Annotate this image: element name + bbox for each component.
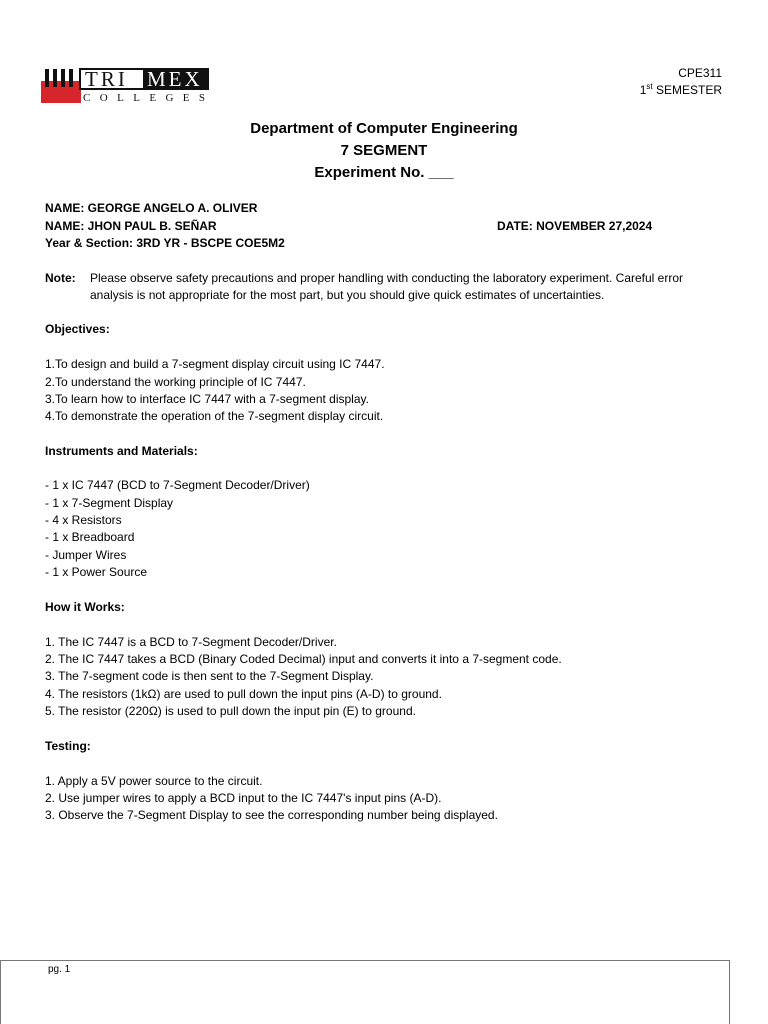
list-item: 3. The 7-segment code is then sent to the 7-Segment Display.	[45, 669, 374, 683]
logo-wordmark	[79, 68, 209, 90]
list-item: 2. Use jumper wires to apply a BCD input to the IC 7447's input pins (A-D).	[45, 791, 442, 805]
list-item: 2.To understand the working principle of IC 7447.	[45, 375, 306, 389]
student-name-2: NAME: JHON PAUL B. SEÑAR	[45, 219, 217, 233]
list-item: 1. The IC 7447 is a BCD to 7-Segment Decoder/Driver.	[45, 635, 337, 649]
logo-bar	[61, 69, 65, 87]
list-item: 3. Observe the 7-Segment Display to see the corresponding number being displayed.	[45, 808, 498, 822]
list-item: - Jumper Wires	[45, 548, 127, 562]
semester-number: 1	[639, 83, 647, 97]
footer-border-top	[0, 960, 730, 961]
how-heading: How it Works:	[45, 600, 125, 614]
note-line-2: analysis is not appropriate for the most part, but you should give quick estimates of uncertainties.	[90, 288, 605, 302]
logo-subtext: COLLEGES	[83, 92, 215, 104]
year-section: Year & Section: 3RD YR - BSCPE COE5M2	[45, 236, 285, 250]
course-code: CPE311	[678, 66, 722, 80]
semester	[640, 82, 722, 99]
logo-bar	[69, 69, 73, 87]
list-item: 1.To design and build a 7-segment display circuit using IC 7447.	[45, 357, 385, 371]
list-item: - 1 x Breadboard	[45, 530, 135, 544]
semester-text: SEMESTER	[652, 83, 722, 97]
list-item: - 1 x IC 7447 (BCD to 7-Segment Decoder/Driver)	[45, 478, 310, 492]
list-item: 4. The resistors (1kΩ) are used to pull down the input pins (A-D) to ground.	[45, 687, 442, 701]
subject-title: 7 SEGMENT	[340, 142, 428, 159]
testing-heading: Testing:	[45, 739, 91, 753]
note-line-1: Please observe safety precautions and proper handling with conducting the laboratory experiment. Careful error	[90, 271, 684, 285]
list-item: 3.To learn how to interface IC 7447 with a 7-segment display.	[45, 392, 369, 406]
student-name-1: NAME: GEORGE ANGELO A. OLIVER	[45, 201, 258, 215]
list-item: 2. The IC 7447 takes a BCD (Binary Coded Decimal) input and converts it into a 7-segment code.	[45, 652, 562, 666]
logo-text-right: MEX	[143, 70, 207, 88]
date: DATE: NOVEMBER 27,2024	[497, 219, 653, 233]
list-item: - 1 x 7-Segment Display	[45, 496, 174, 510]
department-title: Department of Computer Engineering	[250, 120, 518, 137]
objectives-heading: Objectives:	[45, 322, 110, 336]
footer-border-right	[729, 960, 730, 1024]
logo-bar	[53, 69, 57, 87]
materials-heading: Instruments and Materials:	[45, 444, 198, 458]
list-item: 1. Apply a 5V power source to the circuit.	[45, 774, 263, 788]
list-item: - 1 x Power Source	[45, 565, 148, 579]
footer-border-left	[0, 960, 1, 1024]
logo-bar	[45, 69, 49, 87]
semester-superscript: st	[646, 82, 653, 91]
trimex-logo	[41, 67, 215, 107]
list-item: 4.To demonstrate the operation of the 7-segment display circuit.	[45, 409, 384, 423]
note-label: Note:	[45, 271, 76, 285]
list-item: 5. The resistor (220Ω) is used to pull down the input pin (E) to ground.	[45, 704, 416, 718]
experiment-title: Experiment No. ___	[314, 164, 454, 181]
logo-text-left: TRI	[81, 70, 143, 88]
page-number: pg. 1	[48, 964, 71, 975]
list-item: - 4 x Resistors	[45, 513, 122, 527]
